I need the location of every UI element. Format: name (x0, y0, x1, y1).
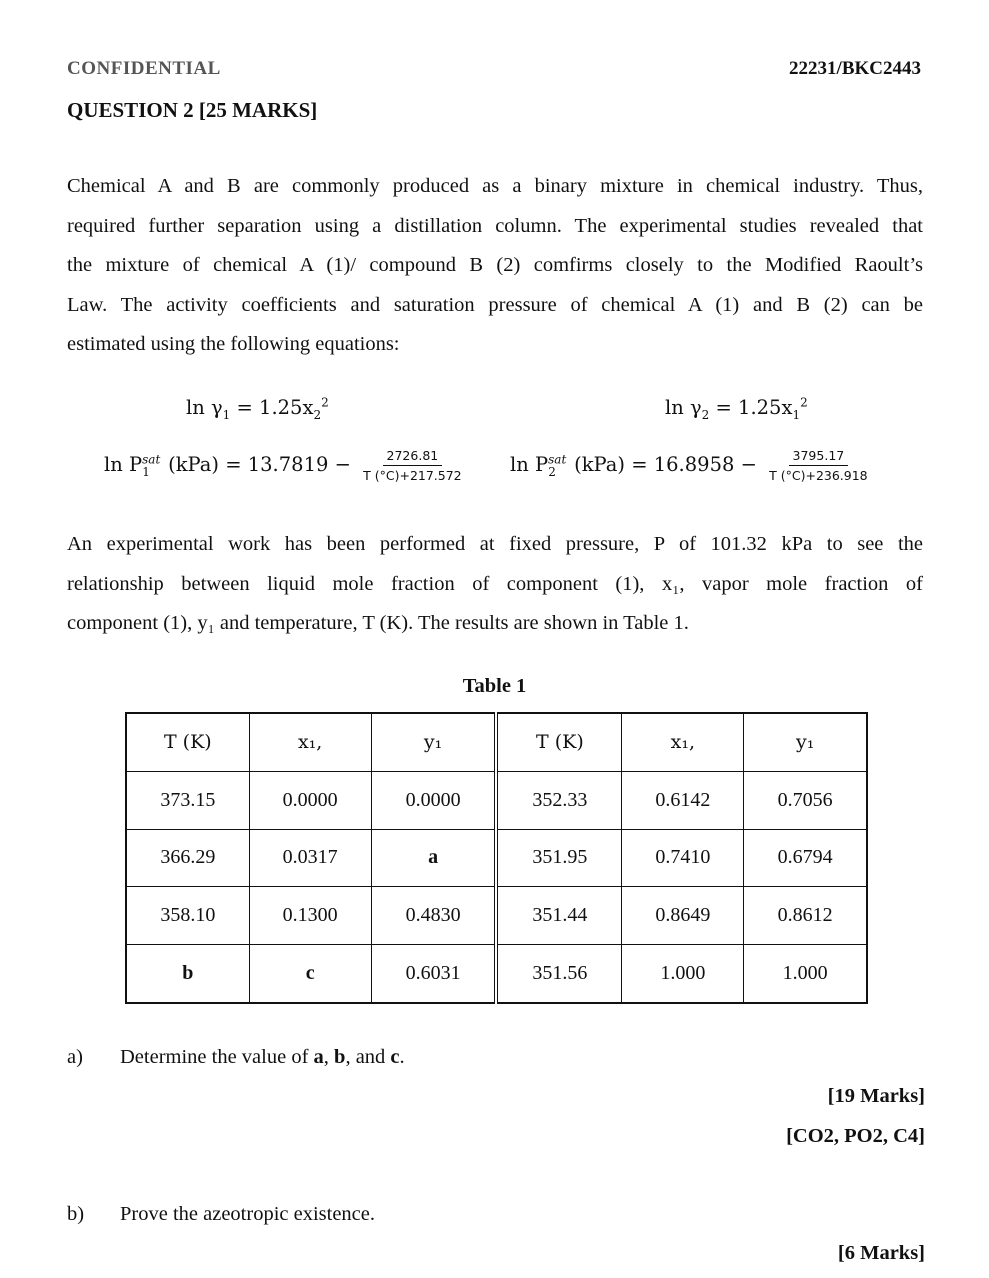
table-cell-unknown-b: b (126, 945, 249, 1003)
table-cell: 0.6031 (371, 945, 496, 1003)
table-header: x₁, (622, 713, 744, 771)
table-cell: 0.4830 (371, 887, 496, 945)
experiment-line: An experimental work has been performed at fixed pressure, P of 101.32 kPa to see the (67, 533, 923, 555)
data-table (125, 712, 868, 1004)
table-cell: 366.29 (126, 829, 249, 887)
part-b-marks: [6 Marks] (837, 1242, 925, 1264)
table-cell-unknown-a: a (371, 829, 496, 887)
table-cell: 1.000 (622, 945, 744, 1003)
part-a-outcomes: [CO2, PO2, C4] (786, 1125, 925, 1147)
confidential-label: CONFIDENTIAL (67, 58, 221, 79)
gamma1-equation: $\ln \gamma_1 = 1.25x_2^2$ (186, 395, 329, 422)
table-cell: 373.15 (126, 771, 249, 829)
p2sat-fraction: $\frac{3795.17}{T (^\circ C)+236.918}$ (769, 448, 868, 483)
intro-line: Chemical A and B are commonly produced as a binary mixture in chemical industry. Thus, (67, 175, 923, 197)
table-cell: 0.0000 (371, 771, 496, 829)
intro-paragraph (67, 167, 923, 365)
table-cell: 352.33 (496, 771, 621, 829)
table-header: x₁, (249, 713, 371, 771)
gamma2-equation: $\ln \gamma_2 = 1.25x_1^2$ (665, 395, 808, 422)
experiment-line: component (1), y₁ and temperature, T (K). The results are shown in Table 1. (67, 612, 689, 634)
table-row (126, 887, 867, 945)
table-cell: 0.7056 (744, 771, 867, 829)
table-header: y₁ (371, 713, 496, 771)
table-header: y₁ (744, 713, 867, 771)
question-title: QUESTION 2 [25 MARKS] (67, 98, 318, 122)
part-b-label: b) (67, 1203, 85, 1225)
table-cell: 0.0317 (249, 829, 371, 887)
table-cell: 351.95 (496, 829, 621, 887)
intro-line: estimated using the following equations: (67, 333, 400, 355)
experiment-line: relationship between liquid mole fraction of component (1), x₁, vapor mole fraction of (67, 572, 923, 595)
p1sat-equation: $\ln P^{sat}_1$ (kPa) = 13.7819 − $\frac{2726.81}{T (^\circ C)+217.572}$ (104, 448, 468, 483)
experiment-paragraph (67, 525, 923, 644)
part-a-text: Determine the value of a, b, and c. (120, 1046, 405, 1068)
table-cell: 0.8612 (744, 887, 867, 945)
table-cell: 351.44 (496, 887, 621, 945)
table-cell: 1.000 (744, 945, 867, 1003)
part-b-text: Prove the azeotropic existence. (120, 1203, 375, 1225)
intro-line: Law. The activity coefficients and saturation pressure of chemical A (1) and B (2) can be (67, 293, 923, 316)
table-cell: 358.10 (126, 887, 249, 945)
table-cell: 0.0000 (249, 771, 371, 829)
part-a-marks: [19 Marks] (827, 1085, 925, 1107)
table-cell: 351.56 (496, 945, 621, 1003)
table-title: Table 1 (462, 675, 527, 697)
table-cell: 0.1300 (249, 887, 371, 945)
table-cell: 0.7410 (622, 829, 744, 887)
table-header: T (K) (496, 713, 621, 771)
table-row (126, 945, 867, 1003)
intro-line: required further separation using a distillation column. The experimental studies revealed that (67, 214, 923, 237)
table-row (126, 771, 867, 829)
table-cell: 0.6794 (744, 829, 867, 887)
course-code: 22231/BKC2443 (789, 58, 921, 79)
part-a-label: a) (67, 1046, 83, 1068)
table-cell-unknown-c: c (249, 945, 371, 1003)
table-row (126, 829, 867, 887)
table-header: T (K) (126, 713, 249, 771)
table-header-row (126, 713, 867, 771)
p1sat-fraction: $\frac{2726.81}{T (^\circ C)+217.572}$ (363, 448, 462, 483)
table-cell: 0.8649 (622, 887, 744, 945)
intro-line: the mixture of chemical A (1)/ compound B (2) comfirms closely to the Modified Raoult’s (67, 254, 923, 276)
table-cell: 0.6142 (622, 771, 744, 829)
p2sat-equation: $\ln P^{sat}_2$ (kPa) = 16.8958 − $\frac{3795.17}{T (^\circ C)+236.918}$ (510, 448, 874, 483)
